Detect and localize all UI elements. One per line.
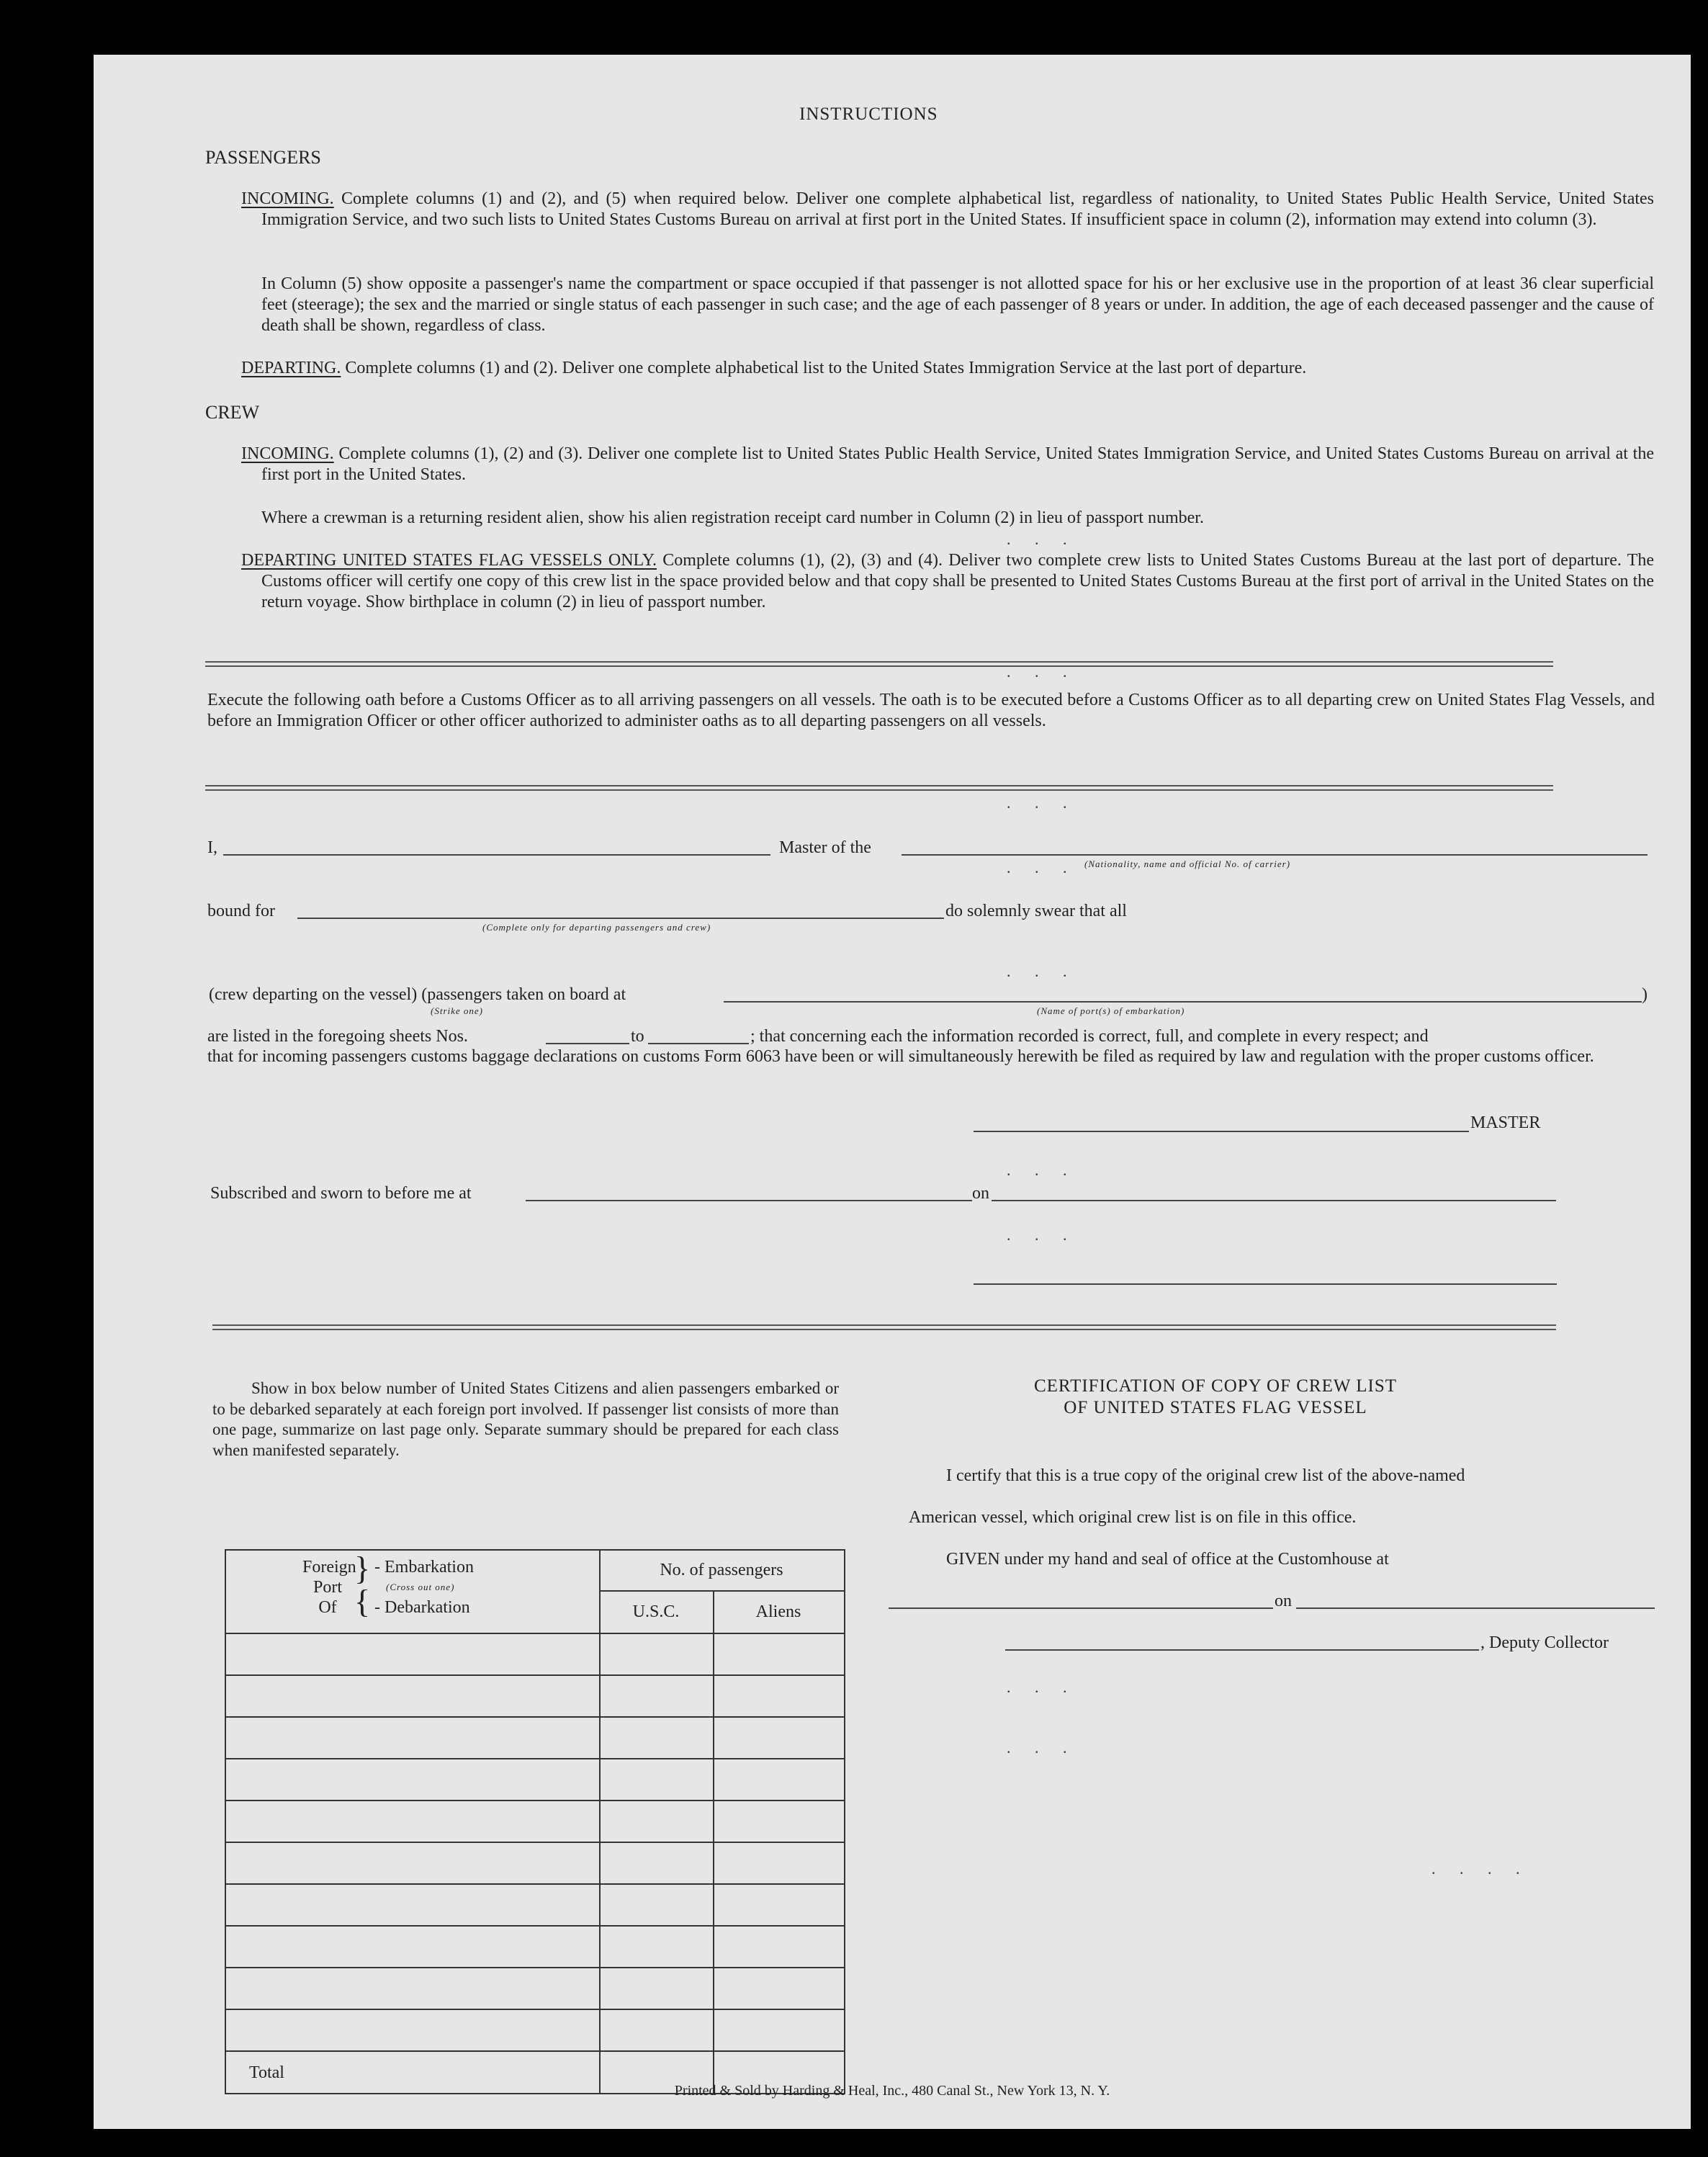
- crew-departing-text: Complete columns (1), (2), (3) and (4). Deliver two complete crew lists to United States Customs Bureau at the last port of departure. The Customs officer will certify one copy of this crew list in the space provided below and that copy shall be presented to United States Customs Bureau at the first port of arrival in the United States on the return voyage. Show birthplace in column (2) in lieu of passport number.: [261, 551, 1655, 611]
- sworn-date-field[interactable]: [992, 1200, 1556, 1201]
- usc-header: U.S.C.: [632, 1602, 680, 1621]
- master-of-the-label: Master of the: [779, 838, 871, 857]
- scan-dots: . . .: [1007, 663, 1077, 681]
- scan-dots: . . .: [1007, 1226, 1077, 1244]
- debarkation-option[interactable]: - Debarkation: [374, 1598, 470, 1617]
- listed-rest: that for incoming passengers customs baggage declarations on customs Form 6063 have been or will simultaneously herewith be filed as required by law and regulation with the proper customs officer.: [207, 1047, 1594, 1066]
- sheet-from-field[interactable]: [546, 1043, 629, 1044]
- page-title: INSTRUCTIONS: [799, 104, 938, 124]
- deputy-collector-signature-field[interactable]: [1005, 1649, 1479, 1651]
- american-vessel-text: American vessel, which original crew list is on file in this office.: [909, 1508, 1357, 1527]
- sheet-to-field[interactable]: [648, 1043, 749, 1044]
- customhouse-field[interactable]: [889, 1607, 1273, 1609]
- scan-dots: . . .: [1007, 794, 1077, 812]
- crew-departing-label: DEPARTING UNITED STATES FLAG VESSELS ONLY.: [241, 551, 657, 570]
- footer-printer: Printed & Sold by Harding & Heal, Inc., 480 Canal St., New York 13, N. Y.: [674, 2083, 1110, 2099]
- cross-out-caption: (Cross out one): [386, 1582, 455, 1592]
- section-divider: [205, 785, 1553, 791]
- scan-dots: . . . .: [1431, 1860, 1530, 1878]
- passengers-departing-paragraph: [241, 358, 1654, 379]
- passengers-incoming-paragraph: [241, 189, 1655, 230]
- section-divider: [205, 661, 1553, 667]
- listed-suffix: ; that concerning each the information recorded is correct, full, and complete in every respect; and: [750, 1027, 1429, 1046]
- passengers-departing-text: Complete columns (1) and (2). Deliver one complete alphabetical list to the United States Immigration Service at the last port of departure.: [345, 359, 1307, 377]
- subscribed-label: Subscribed and sworn to before me at: [210, 1184, 472, 1203]
- embarkation-option[interactable]: - Embarkation: [374, 1558, 474, 1577]
- scan-dots: . . .: [1007, 1678, 1077, 1696]
- crew-alien-paragraph: Where a crewman is a returning resident alien, show his alien registration receipt card number in Column (2) in lieu of passport number.: [261, 508, 1204, 527]
- scan-dots: . . .: [1007, 1161, 1077, 1179]
- summary-instructions: Show in box below number of United States Citizens and alien passengers embarked or to be debarked separately at each foreign port involved. If passenger list consists of more than one page, summarize on last page only. Separate summary should be prepared for each class when manifested separately.: [212, 1379, 839, 1459]
- certify-text: I certify that this is a true copy of the original crew list of the above-named: [946, 1466, 1465, 1485]
- scan-dots: . . .: [1007, 1739, 1077, 1757]
- deputy-collector-label: , Deputy Collector: [1480, 1633, 1609, 1652]
- passengers-incoming-label: INCOMING.: [241, 189, 334, 208]
- crew-heading: CREW: [205, 402, 260, 423]
- form-sheet: [94, 55, 1691, 2129]
- carrier-caption: (Nationality, name and official No. of carrier): [1084, 858, 1291, 869]
- swear-label: do solemnly swear that all: [945, 902, 1127, 920]
- passengers-column5-paragraph: In Column (5) show opposite a passenger's name the compartment or space occupied if that passenger is not allotted space for his or her exclusive use in the proportion of at least 36 clear superficial feet (steerage); the sex and the married or single status of each passenger in such case; and the age of each passenger of 8 years or under. In addition, the age of each deceased passenger and the cause of death shall be shown, regardless of class.: [261, 274, 1654, 335]
- port-caption: (Name of port(s) of embarkation): [1037, 1005, 1185, 1016]
- listed-to: to: [631, 1027, 644, 1046]
- crew-incoming-label: INCOMING.: [241, 444, 334, 463]
- close-paren: ): [1642, 985, 1648, 1004]
- passenger-summary-table: [225, 1549, 845, 2094]
- sworn-place-field[interactable]: [526, 1200, 972, 1201]
- master-signature-field[interactable]: [974, 1131, 1469, 1132]
- scan-dots: . . .: [1007, 962, 1077, 980]
- embarkation-port-field[interactable]: [724, 1001, 1642, 1003]
- bound-for-label: bound for: [207, 902, 275, 920]
- scan-dots: . . .: [1007, 530, 1077, 548]
- of-label: Of: [318, 1598, 337, 1617]
- strike-one-caption: (Strike one): [431, 1005, 484, 1016]
- port-label: Port: [313, 1578, 342, 1597]
- certification-title-line1: CERTIFICATION OF COPY OF CREW LIST: [1033, 1376, 1398, 1396]
- oath-instructions: Execute the following oath before a Customs Officer as to all arriving passengers on all vessels. The oath is to be executed before a Customs Officer as to all departing crew on United States Flag Vessels, and before an Immigration Officer or other officer authorized to administer oaths as to all departing passengers on all vessels.: [207, 691, 1655, 730]
- listed-prefix: are listed in the foregoing sheets Nos.: [207, 1027, 468, 1046]
- passengers-heading: PASSENGERS: [205, 147, 321, 168]
- no-of-passengers-header: No. of passengers: [660, 1561, 783, 1579]
- brace-symbol: {: [354, 1583, 371, 1620]
- certification-date-field[interactable]: [1296, 1607, 1655, 1609]
- carrier-field[interactable]: [902, 854, 1648, 856]
- brace-symbol: }: [354, 1550, 371, 1587]
- sworn-on-label: on: [972, 1184, 989, 1203]
- scan-dots: . . .: [1007, 858, 1077, 876]
- certification-on-label: on: [1275, 1592, 1292, 1610]
- foreign-label: Foreign: [302, 1558, 356, 1577]
- oath-i-label: I,: [207, 838, 217, 857]
- officer-signature-field[interactable]: [974, 1283, 1557, 1285]
- crew-incoming-text: Complete columns (1), (2) and (3). Deliver one complete list to United States Public Health Service, United States Immigration Service, and United States Customs Bureau on arrival at the first port in the United States.: [261, 444, 1655, 484]
- passengers-departing-label: DEPARTING.: [241, 359, 341, 377]
- certification-title-line2: OF UNITED STATES FLAG VESSEL: [1064, 1398, 1367, 1417]
- master-name-field[interactable]: [223, 854, 770, 856]
- master-label: MASTER: [1470, 1113, 1541, 1132]
- total-label: Total: [249, 2063, 284, 2082]
- aliens-header: Aliens: [755, 1602, 801, 1621]
- given-text: GIVEN under my hand and seal of office at the Customhouse at: [946, 1550, 1389, 1569]
- bound-for-field[interactable]: [297, 918, 944, 919]
- crew-departing-paragraph: [241, 550, 1655, 613]
- crew-incoming-paragraph: [241, 444, 1655, 485]
- passengers-incoming-text: Complete columns (1) and (2), and (5) when required below. Deliver one complete alphabetical list, regardless of nationality, to United States Public Health Service, United States Immigration Service, and two such lists to United States Customs Bureau on arrival at first port in the United States. If insufficient space in column (2), information may extend into column (3).: [261, 189, 1655, 229]
- crew-passengers-label: (crew departing on the vessel) (passengers taken on board at: [209, 985, 626, 1004]
- bound-for-caption: (Complete only for departing passengers and crew): [482, 922, 711, 933]
- section-divider: [212, 1324, 1556, 1330]
